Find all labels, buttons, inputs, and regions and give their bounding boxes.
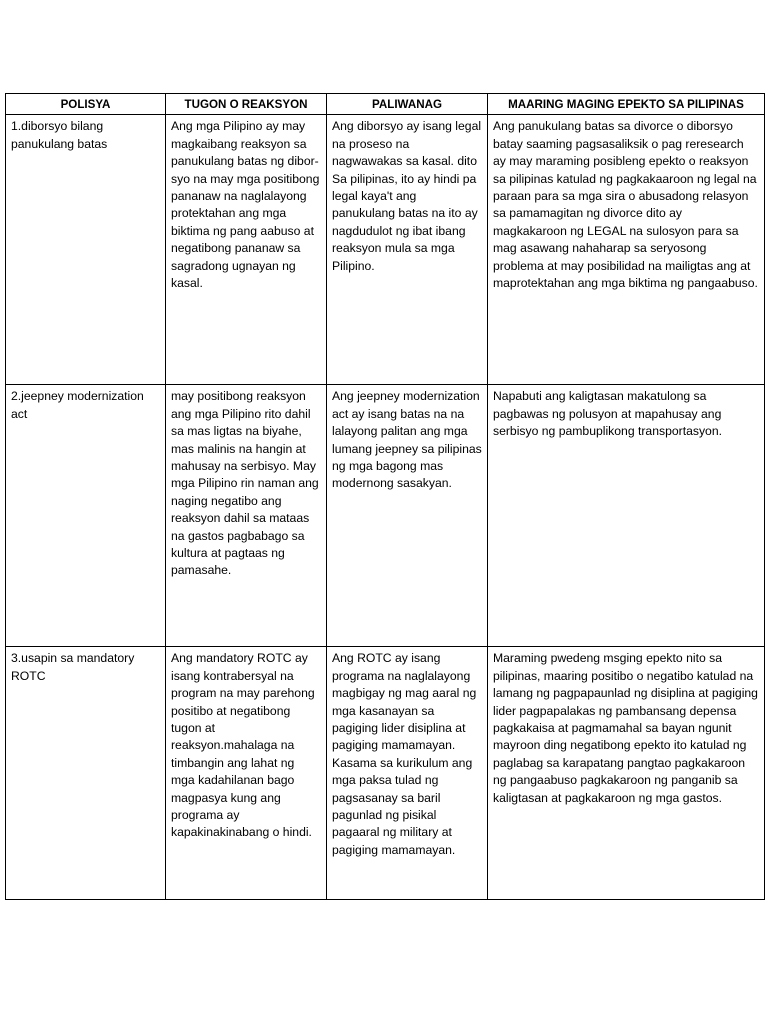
header-polisya: POLISYA bbox=[6, 94, 166, 115]
header-maaring-maging-epekto: MAARING MAGING EPEKTO SA PILIPINAS bbox=[488, 94, 765, 115]
cell-paliwanag: Ang jeepney modernization act ay isang batas na na lalayong palitan ang mga lumang jeepney sa pilipinas ng mga bagong mas modernong sasakyan. bbox=[327, 385, 488, 647]
cell-polisya: 2.jeepney modernization act bbox=[6, 385, 166, 647]
header-row bbox=[6, 94, 765, 115]
header-tugon-o-reaksyon: TUGON O REAKSYON bbox=[166, 94, 327, 115]
cell-epekto: Ang panukulang batas sa divorce o diborsyo batay saaming pagsasaliksik o pag reresearch ay may maraming posibleng epekto o reaksyon sa pilipinas katulad ng pagkakaaroon ng legal na paraan para sa mga sira o abusadong relasyon sa pamamagitan ng divorce dito ay magkakaroon ng LEGAL na sulosyon para sa mag asawang nahaharap sa seryosong problema at may posibilidad na mailigtas ang at maprotektahan ang mga biktima ng pangaabuso. bbox=[488, 115, 765, 385]
cell-tugon: may positibong reaksyon ang mga Pilipino rito dahil sa mas ligtas na biyahe, mas malinis na hangin at mahusay na serbisyo. May mga Pilipino rin naman ang naging negatibo ang reaksyon dahil sa mataas na gastos pagbabago sa kultura at pagtaas ng pamasahe. bbox=[166, 385, 327, 647]
table-row bbox=[6, 647, 765, 900]
cell-tugon: Ang mandatory ROTC ay isang kontrabersyal na program na may parehong positibo at negatibong tugon at reaksyon.mahalaga na timbangin ang lahat ng mga kadahilanan bago magpasya kung ang programa ay kapakinakinabang o hindi. bbox=[166, 647, 327, 900]
header-paliwanag: PALIWANAG bbox=[327, 94, 488, 115]
cell-epekto: Maraming pwedeng msging epekto nito sa pilipinas, maaring positibo o negatibo katulad na lamang ng pagpapaunlad ng disiplina at pagiging lider pagpapalakas ng pambansang depensa pagkakaisa at pagmamahal sa bayan ngunit mayroon ding negatibong epekto ito katulad ng paglabag sa karapatang pangtao pagkakaroon ng pangaabuso pagkakaroon ng panganib sa kaligtasan at pagkakaroon ng mga gastos. bbox=[488, 647, 765, 900]
table-row bbox=[6, 115, 765, 385]
cell-paliwanag: Ang diborsyo ay isang legal na proseso na nagwawakas sa kasal. dito Sa pilipinas, ito ay hindi pa legal kaya't ang panukulang batas na ito ay nagdudulot ng ibat ibang reaksyon mula sa mga Pilipino. bbox=[327, 115, 488, 385]
cell-epekto: Napabuti ang kaligtasan makatulong sa pagbawas ng polusyon at mapahusay ang serbisyo ng pambuplikong transportasyon. bbox=[488, 385, 765, 647]
policy-table bbox=[5, 93, 765, 900]
cell-paliwanag: Ang ROTC ay isang programa na naglalayong magbigay ng mag aaral ng mga kasanayan sa pagiging lider disiplina at pagiging mamamayan. Kasama sa kurikulum ang mga paksa tulad ng pagsasanay sa baril pagunlad ng pisikal pagaaral ng military at pagiging mamamayan. bbox=[327, 647, 488, 900]
cell-polisya: 1.diborsyo bilang panukulang batas bbox=[6, 115, 166, 385]
table-row bbox=[6, 385, 765, 647]
cell-tugon: Ang mga Pilipino ay may magkaibang reaksyon sa panukulang batas ng diborsyo na may mga positibong pananaw na naglalayong protektahan ang mga biktima ng pang aabuso at negatibong pananaw sa sagradong ugnayan ng kasal. bbox=[166, 115, 327, 385]
cell-polisya: 3.usapin sa mandatory ROTC bbox=[6, 647, 166, 900]
